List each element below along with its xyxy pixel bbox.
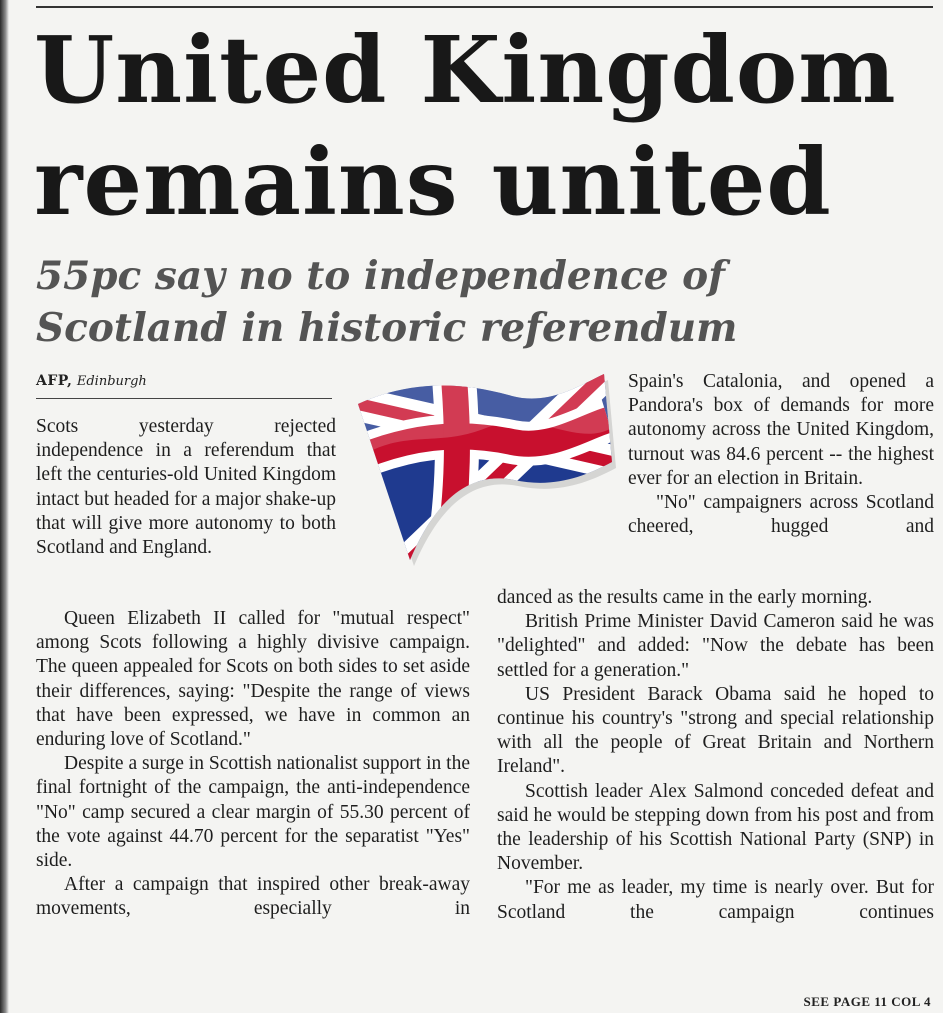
page-edge-shadow xyxy=(0,0,9,1013)
paragraph: US President Barack Obama said he hoped to continue his country's "strong and special relationship with all the people of Great Britain and Northern Ireland". xyxy=(497,683,934,778)
byline xyxy=(36,373,147,389)
deck-line-2: Scotland in historic referendum xyxy=(36,305,738,351)
paragraph: Despite a surge in Scottish nationalist support in the final fortnight of the campaign, the anti-independence "No" camp secured a clear margin of 55.30 percent of the vote against 44.70 percent for the separatist "Yes" side. xyxy=(36,753,470,872)
paragraph: After a campaign that inspired other break-away movements, especially in xyxy=(36,874,470,920)
byline-rule xyxy=(36,398,332,399)
paragraph: "For me as leader, my time is nearly over. But for Scotland the campaign continues xyxy=(497,877,934,923)
column-1-body xyxy=(36,607,470,922)
top-rule xyxy=(36,6,933,8)
column-2-body xyxy=(497,586,934,925)
paragraph: Scots yesterday rejected independence in a referendum that left the centuries-old United Kingdom intact but headed for a major shake-up that will give more autonomy to both Scotland and England. xyxy=(36,416,336,559)
continuation-note: SEE PAGE 11 COL 4 xyxy=(803,994,931,1009)
byline-place: Edinburgh xyxy=(76,374,147,389)
union-jack-flag-icon xyxy=(346,368,620,568)
headline xyxy=(34,14,934,238)
paragraph: Scottish leader Alex Salmond conceded defeat and said he would be stepping down from his post and from the leadership of his Scottish National Party (SNP) in November. xyxy=(497,780,934,875)
paragraph: danced as the results came in the early morning. xyxy=(497,587,873,608)
deck xyxy=(36,250,936,354)
paragraph: Queen Elizabeth II called for "mutual respect" among Scots following a highly divisive campaign. The queen appealed for Scots on both sides to set aside their differences, saying: "Despite the range of views that have been expressed, we have in common an enduring love of Scotland." xyxy=(36,608,470,751)
column-1-top xyxy=(36,415,336,560)
paragraph: "No" campaigners across Scotland cheered, hugged and xyxy=(628,492,934,538)
byline-agency: AFP, xyxy=(36,373,73,389)
headline-line-1: United Kingdom xyxy=(34,16,897,124)
column-2-top xyxy=(628,370,934,539)
paragraph: British Prime Minister David Cameron said he was "delighted" and added: "Now the debate has been settled for a generation." xyxy=(497,611,934,681)
deck-line-1: 55pc say no to independence of xyxy=(36,253,725,299)
headline-line-2: remains united xyxy=(34,128,832,236)
paragraph: Spain's Catalonia, and opened a Pandora's box of demands for more autonomy across the United Kingdom, turnout was 84.6 percent -- the highest ever for an election in Britain. xyxy=(628,371,934,489)
